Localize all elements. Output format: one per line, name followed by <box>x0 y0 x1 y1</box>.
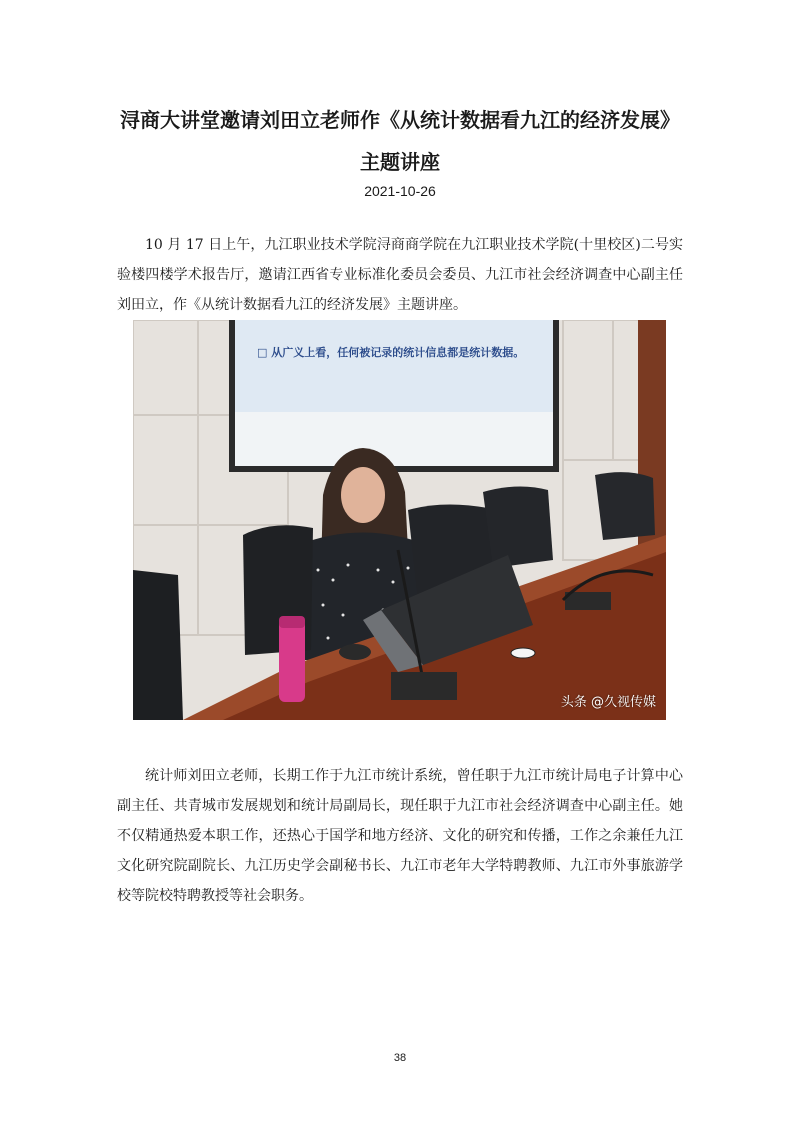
paragraph-intro: 10 月 17 日上午，九江职业技术学院浔商商学院在九江职业技术学院(十里校区)二号实验楼四楼学术报告厅，邀请江西省专业标准化委员会委员、九江市社会经济调查中心副主任刘田立，作《从统计数据看九江的经济发展》主题讲座。 <box>117 237 683 313</box>
article-title-line1: 浔商大讲堂邀请刘田立老师作《从统计数据看九江的经济发展》 <box>120 108 680 132</box>
slide-text: □ 从广义上看，任何被记录的统计信息都是统计数据。 <box>257 346 525 359</box>
lecture-photo <box>133 320 666 720</box>
article-title-line2: 主题讲座 <box>360 150 440 174</box>
page-number: 38 <box>393 1052 407 1064</box>
article-date: 2021-10-26 <box>364 183 436 199</box>
paragraph-bio: 统计师刘田立老师，长期工作于九江市统计系统，曾任职于九江市统计局电子计算中心副主任、共青城市发展规划和统计局副局长，现任职于九江市社会经济调查中心副主任。她不仅精通热爱本职工作，还热心于国学和地方经济、文化的研究和传播，工作之余兼任九江文化研究院副院长、九江历史学会副秘书长、九江市老年大学特聘教师、九江市外事旅游学校等院校特聘教授等社会职务。 <box>117 768 683 904</box>
photo-scene <box>133 320 666 720</box>
photo-watermark: 头条 @久视传媒 <box>560 695 656 710</box>
